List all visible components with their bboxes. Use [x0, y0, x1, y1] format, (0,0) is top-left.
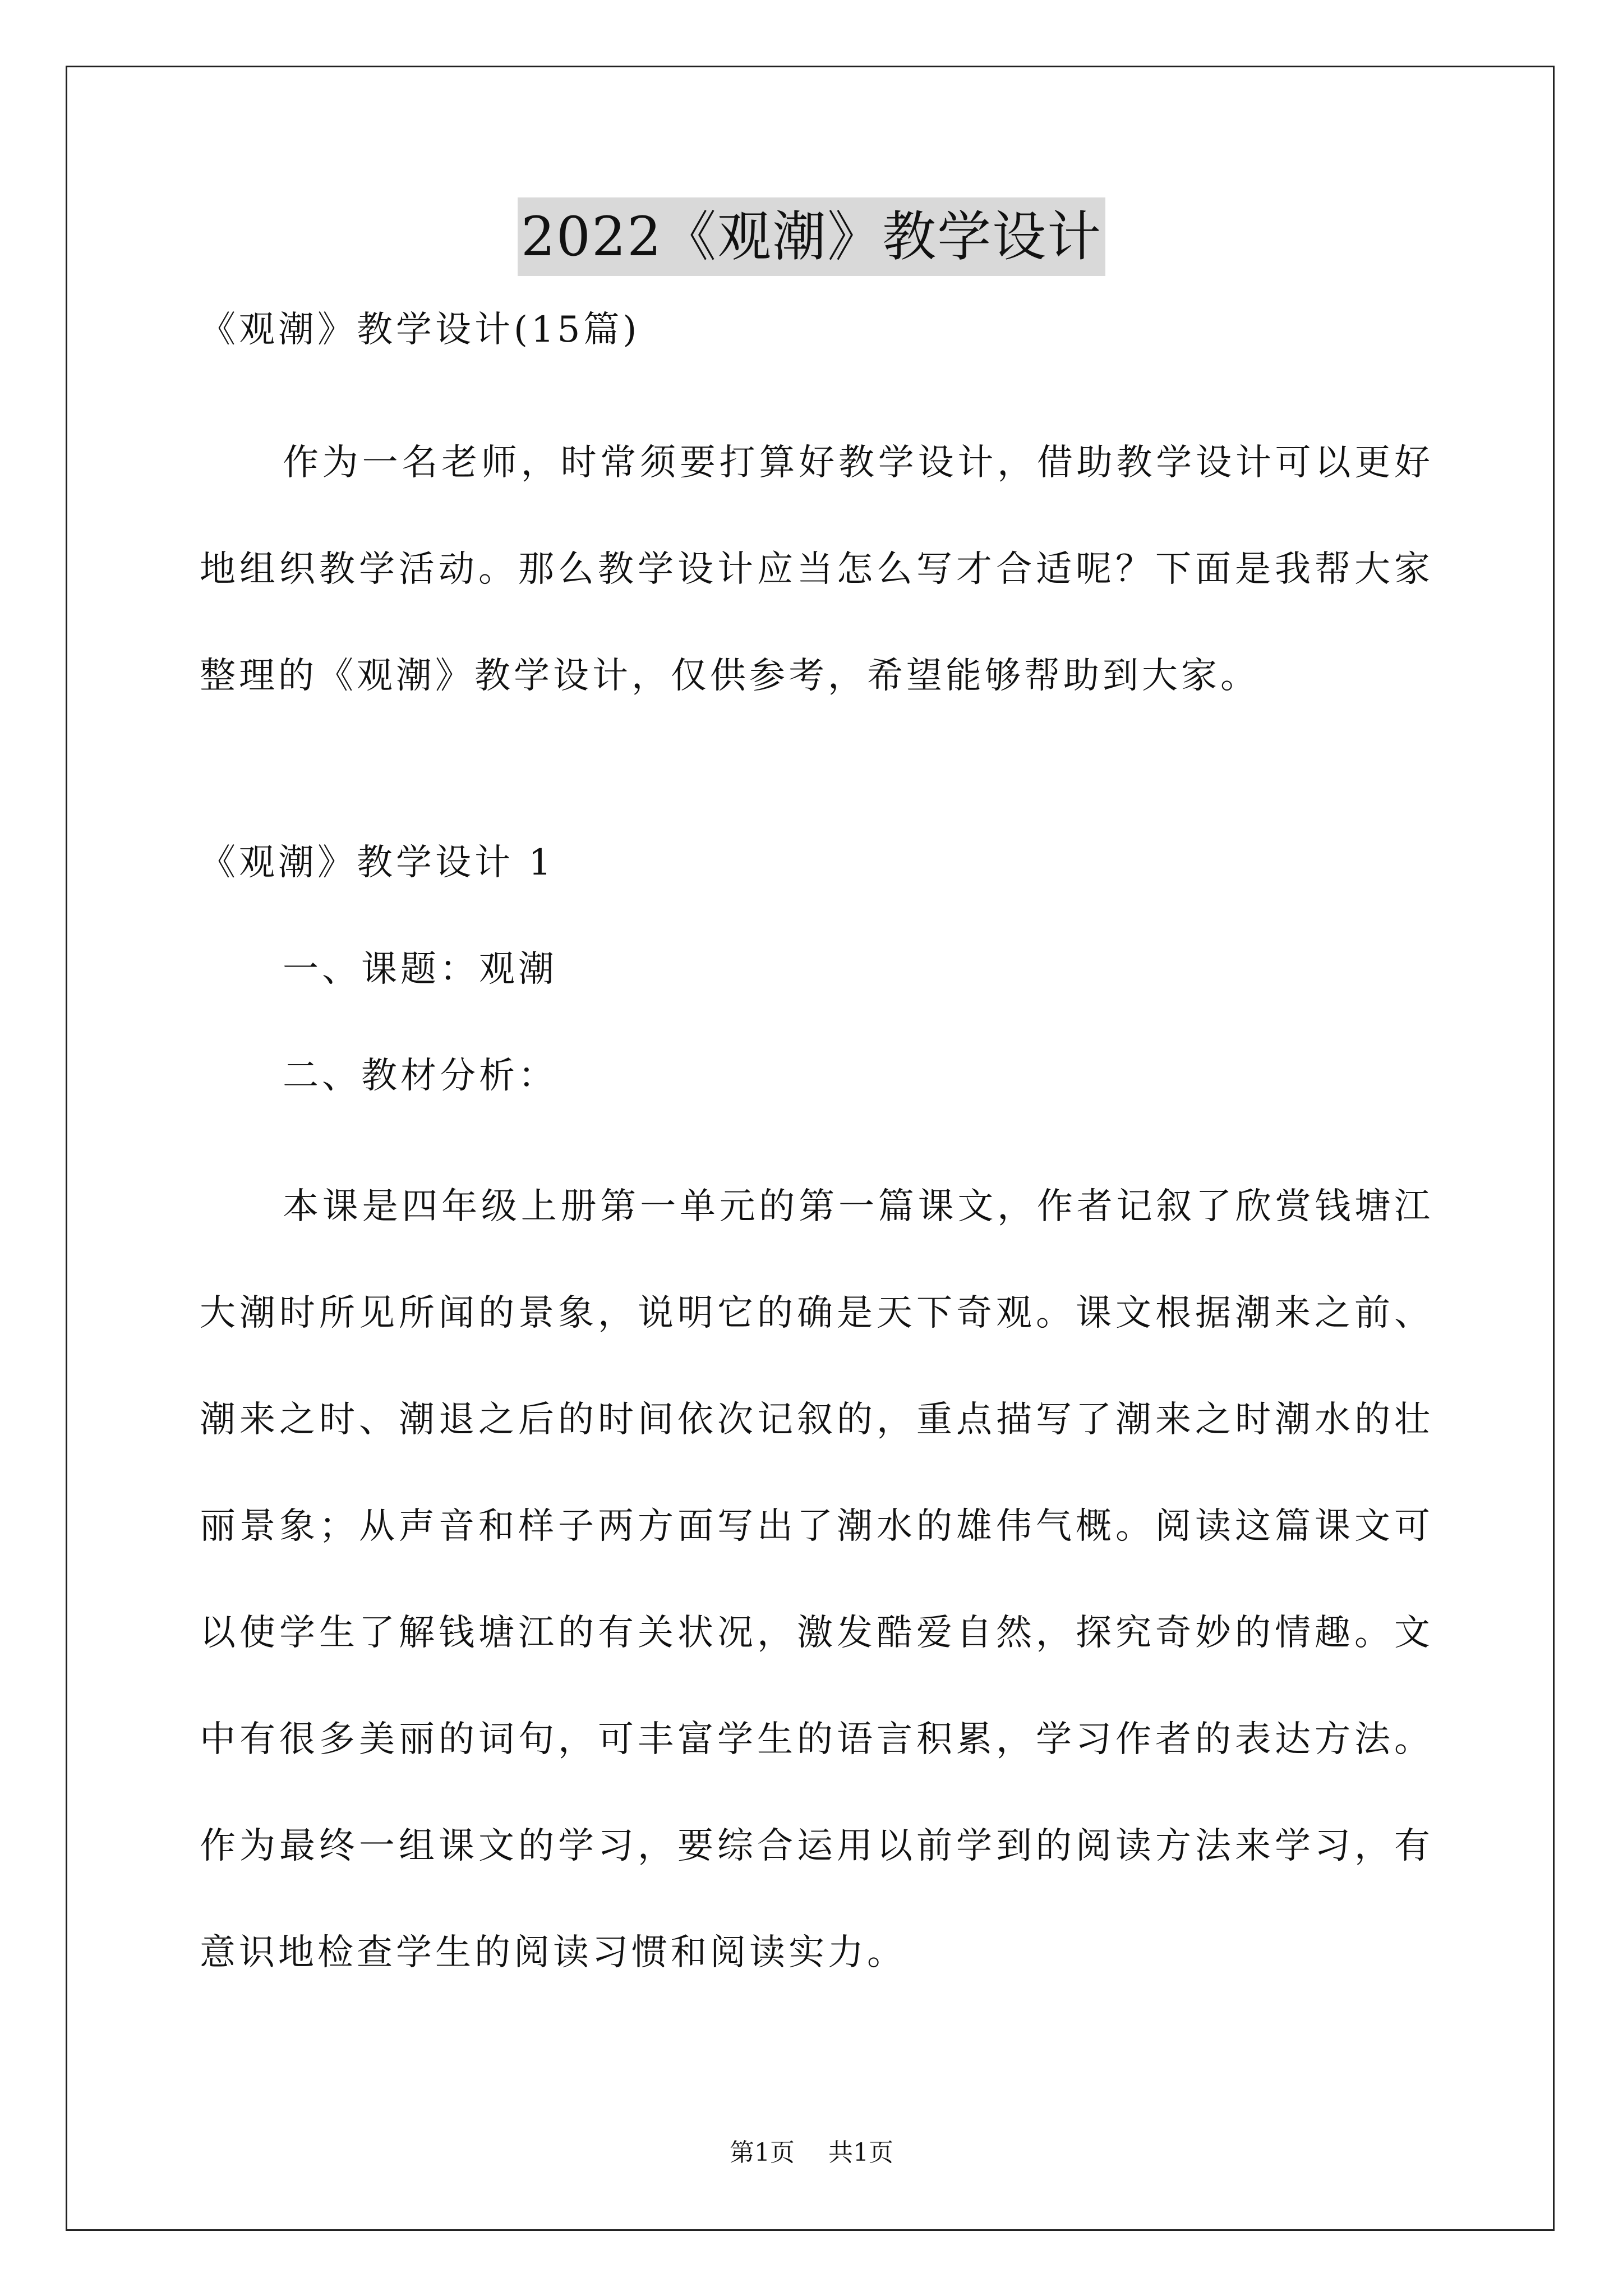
title-container	[0, 197, 1623, 276]
page-number: 第1页	[730, 2138, 795, 2167]
item-topic: 一、课题：观潮	[283, 949, 557, 990]
section-heading: 《观潮》教学设计 1	[200, 842, 555, 884]
document-body	[200, 303, 1433, 2006]
page-footer	[0, 2136, 1623, 2170]
page-total: 共1页	[828, 2138, 893, 2167]
document-title: 2022《观潮》教学设计	[518, 197, 1105, 276]
document-subtitle: 《观潮》教学设计(15篇)	[200, 309, 640, 351]
body-paragraph: 本课是四年级上册第一单元的第一篇课文，作者记叙了欣赏钱塘江大潮时所见所闻的景象，说明它的确是天下奇观。课文根据潮来之前、潮来之时、潮退之后的时间依次记叙的，重点描写了潮来之时潮水的壮丽景象；从声音和样子两方面写出了潮水的雄伟气概。阅读这篇课文可以使学生了解钱塘江的有关状况，激发酷爱自然，探究奇妙的情趣。文中有很多美丽的词句，可丰富学生的语言积累，学习作者的表达方法。作为最终一组课文的学习，要综合运用以前学到的阅读方法来学习，有意识地检查学生的阅读习惯和阅读实力。	[200, 1186, 1433, 1973]
intro-paragraph: 作为一名老师，时常须要打算好教学设计，借助教学设计可以更好地组织教学活动。那么教学设计应当怎么写才合适呢？下面是我帮大家整理的《观潮》教学设计，仅供参考，希望能够帮助到大家。	[200, 442, 1433, 697]
item-analysis: 二、教材分析：	[283, 1055, 557, 1097]
